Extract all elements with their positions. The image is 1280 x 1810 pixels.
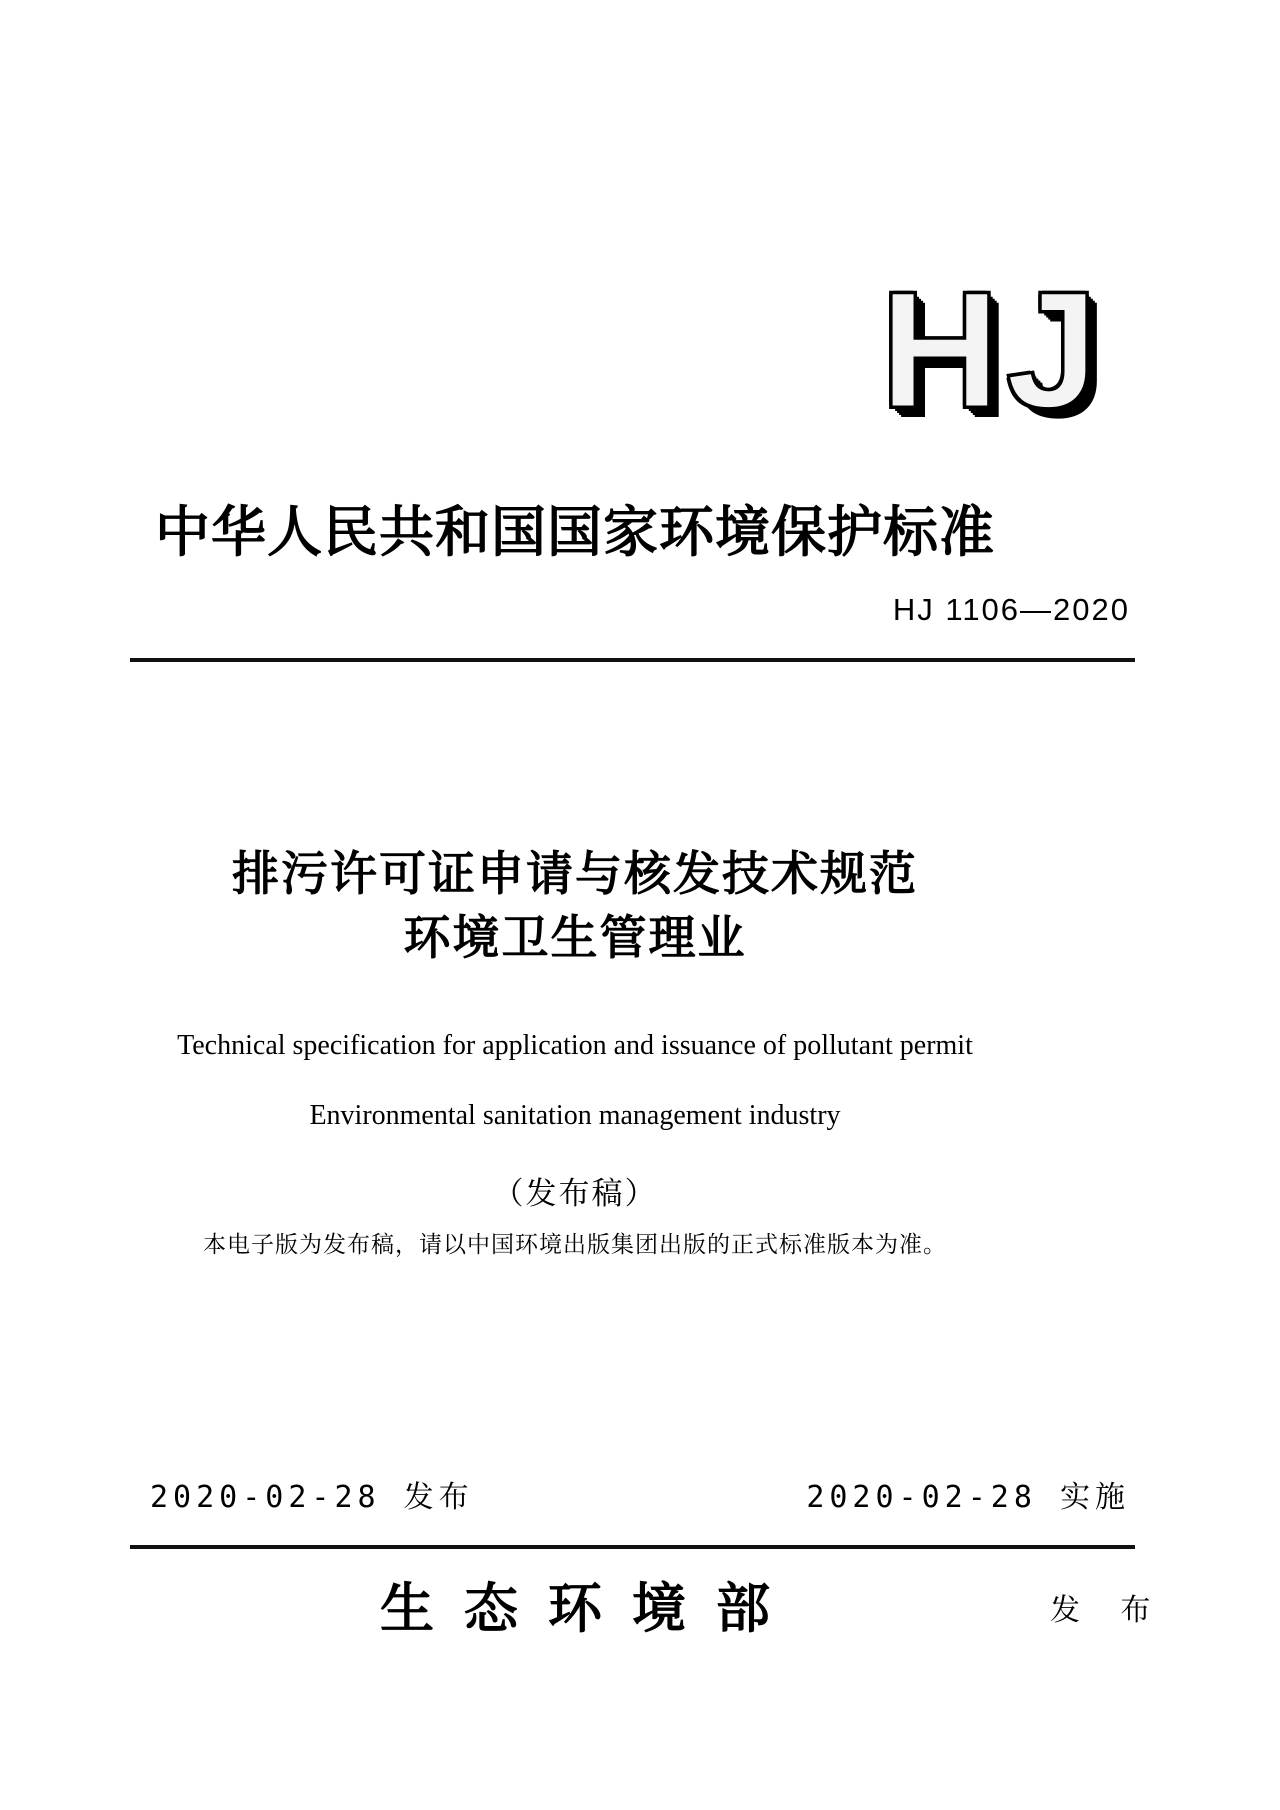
footer-divider-rule (130, 1545, 1135, 1549)
date-row (0, 1472, 1280, 1515)
national-standard-header-title: 中华人民共和国国家环境保护标准 (154, 501, 995, 563)
header-divider-rule (130, 658, 1135, 662)
document-title-cn-line2: 环境卫生管理业 (403, 911, 747, 964)
document-title-chinese (130, 842, 1020, 970)
document-title-english-line2: Environmental sanitation management industry (309, 1100, 841, 1131)
document-title-cn-line1: 排污许可证申请与核发技术规范 (232, 847, 918, 900)
issuing-authority-name: 生态环境部 (380, 1579, 800, 1639)
issue-date: 2020-02-28 发布 (150, 1480, 474, 1515)
document-title-english-line1: Technical specification for application and issuance of pollutant permit (177, 1030, 973, 1061)
standard-number: HJ 1106—2020 (892, 592, 1130, 627)
electronic-version-note: 本电子版为发布稿，请以中国环境出版集团出版的正式标准版本为准。 (203, 1232, 947, 1257)
draft-release-label: （发布稿） (492, 1176, 658, 1211)
implementation-date: 2020-02-28 实施 (806, 1480, 1130, 1515)
issue-action-label: 发 布 (1050, 1594, 1167, 1627)
hj-3d-logo: HJ (880, 258, 1105, 443)
